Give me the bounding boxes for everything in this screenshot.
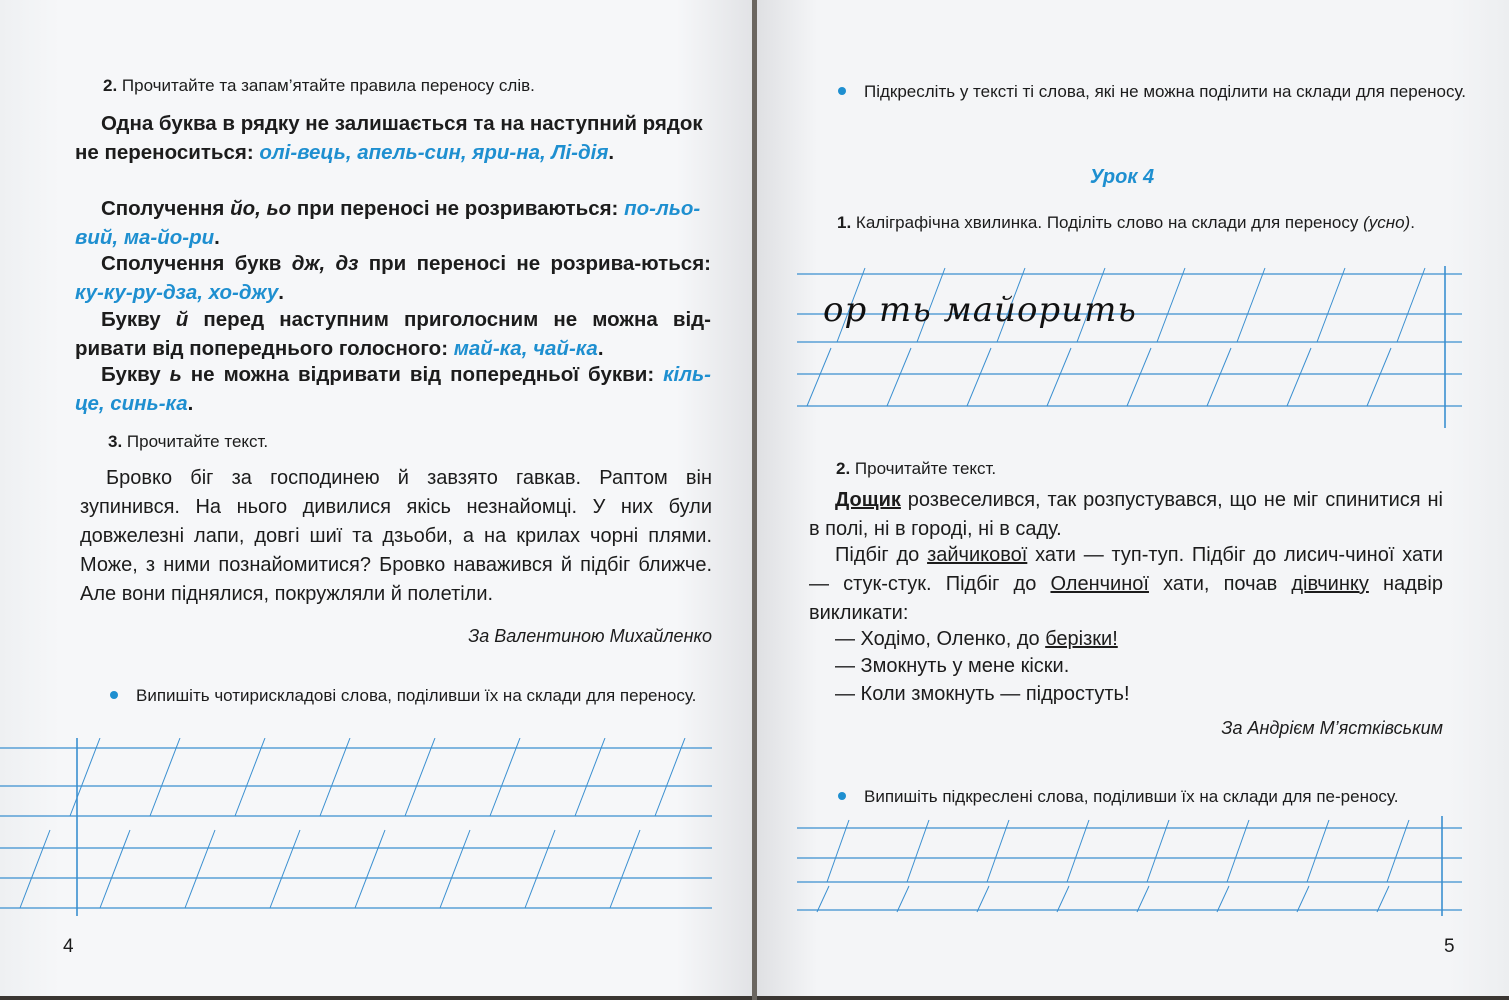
rain-paragraph-2 [809,541,1443,628]
rule-text: Одна буква в рядку не залишається та на наступний рядок не переноситься: [75,112,703,164]
paragraph-text: хати, почав [1148,573,1292,595]
rule-text: не можна відривати від попередньої букви: [181,363,664,386]
rule-example: кіль-це, синь-ка [75,363,711,415]
bullet-text: Підкресліть у тексті ті слова, які не можна поділити на склади для переносу. [864,82,1467,101]
paragraph-text: розвеселився, так розпустувався, що не міг спинитися ні в полі, ні в городі, ні в саду. [809,489,1443,540]
lesson-title: Урок 4 [1089,166,1155,188]
rule-3 [75,249,711,307]
rule-4 [75,305,711,363]
bullet-dot [838,87,846,95]
paragraph-text: хати — туп-туп. Підбіг до лисич-чиної хати — стук-стук. Підбіг до [809,544,1443,595]
page-number: 4 [63,936,74,957]
rule-example: по-льо-вий, ма-йо-ри [75,197,701,249]
left-page [0,0,752,996]
rule-text: Сполучення букв [101,252,292,275]
rule-1 [75,109,711,167]
rule-text: при переносі не розрива-ються: [358,252,711,275]
task-number: 1. [837,213,852,232]
dialogue-text: — Ходімо, Оленко, до [835,628,1046,650]
task-text: Прочитайте та запам’ятайте правила переносу слів. [121,76,535,95]
dialogue-line-2: — Змокнуть у мене кіски. [835,655,1070,677]
task-3-heading [108,432,708,452]
right-page [757,0,1509,996]
page-number: 5 [1444,936,1455,957]
underlined-word: зайчикової [927,544,1028,566]
task-text: Прочитайте текст. [854,459,997,478]
task-note: (усно) [1363,213,1411,232]
rule-letters: й [175,308,189,331]
rule-example: ку-ку-ру-дза, хо-джу [75,281,279,304]
paragraph-text: надвір викликати: [809,573,1443,624]
task-end: . [1410,213,1415,232]
story-author: За Валентиною Михайленко [468,626,712,646]
rule-end: . [608,141,615,164]
task-2-heading-right [836,459,1436,479]
rule-end: . [187,392,194,415]
rule-example: май-ка, чай-ка [453,337,598,360]
rule-end: . [214,226,220,249]
bullet-dot [110,691,118,699]
task-text: Прочитайте текст. [126,432,269,451]
rule-text: Букву [101,363,170,386]
rule-text: Сполучення [101,197,231,220]
task-number: 2. [103,76,118,95]
writing-lines-left[interactable] [0,738,752,918]
rule-text: перед наступним приголосним не можна від-ривати від попереднього голосного: [75,308,711,360]
story-text: Бровко біг за господинею й завзято гавкав. Раптом він зупинився. На нього дивилися якісь незнайомці. У них були довжелезні лапи, довгі шиї та дзьоби, а на крилах чорні плями. Може, з ними познайомитися? Бровко наважився й підбіг ближче. Але вони піднялися, покружляли й полетіли. [80,467,712,605]
paragraph-text: Підбіг до [835,544,928,566]
task-number: 2. [836,459,851,478]
writing-lines-right-bottom[interactable] [797,810,1467,920]
bullet-task-write [836,784,1474,809]
dialogue-line-1 [835,625,1435,654]
task-1-heading [837,210,1457,235]
rain-author: За Андрієм М’ястківським [1221,718,1443,738]
rule-letters: йо, ьо [230,197,292,220]
rule-text: при переносі не розриваються: [291,197,625,220]
task-2-heading [103,76,723,96]
dialogue-line-3: — Коли змокнуть — підростуть! [835,683,1130,705]
bullet-text: Випишіть чотирискладові слова, поділивши їх на склади для переносу. [136,686,697,705]
bullet-text: Випишіть підкреслені слова, поділивши їх на склади для пе-реносу. [864,787,1399,806]
rule-letters: ь [169,363,182,386]
rule-2 [75,194,711,252]
task-number: 3. [108,432,123,451]
bullet-task-underline [836,79,1484,104]
cursive-sample: ор ть майорить [823,290,1137,330]
rule-example: олі-вець, апель-син, яри-на, Лі-дія [259,141,609,164]
rule-text: Букву [101,308,176,331]
underlined-word: Дощик [835,489,901,511]
rain-paragraph-1 [809,486,1443,544]
underlined-word: Оленчиної [1050,573,1149,595]
bullet-dot [838,792,846,800]
rule-end: . [597,337,604,360]
underlined-word: дівчинку [1291,573,1369,595]
rule-5 [75,360,711,418]
writing-lines-right-top[interactable] [797,262,1467,432]
task-text: Каліграфічна хвилинка. Поділіть слово на склади для переносу [855,213,1364,232]
rule-end: . [278,281,284,304]
underlined-word: берізки! [1045,628,1118,650]
bullet-task [108,683,741,708]
rule-letters: дж, дз [291,252,359,275]
